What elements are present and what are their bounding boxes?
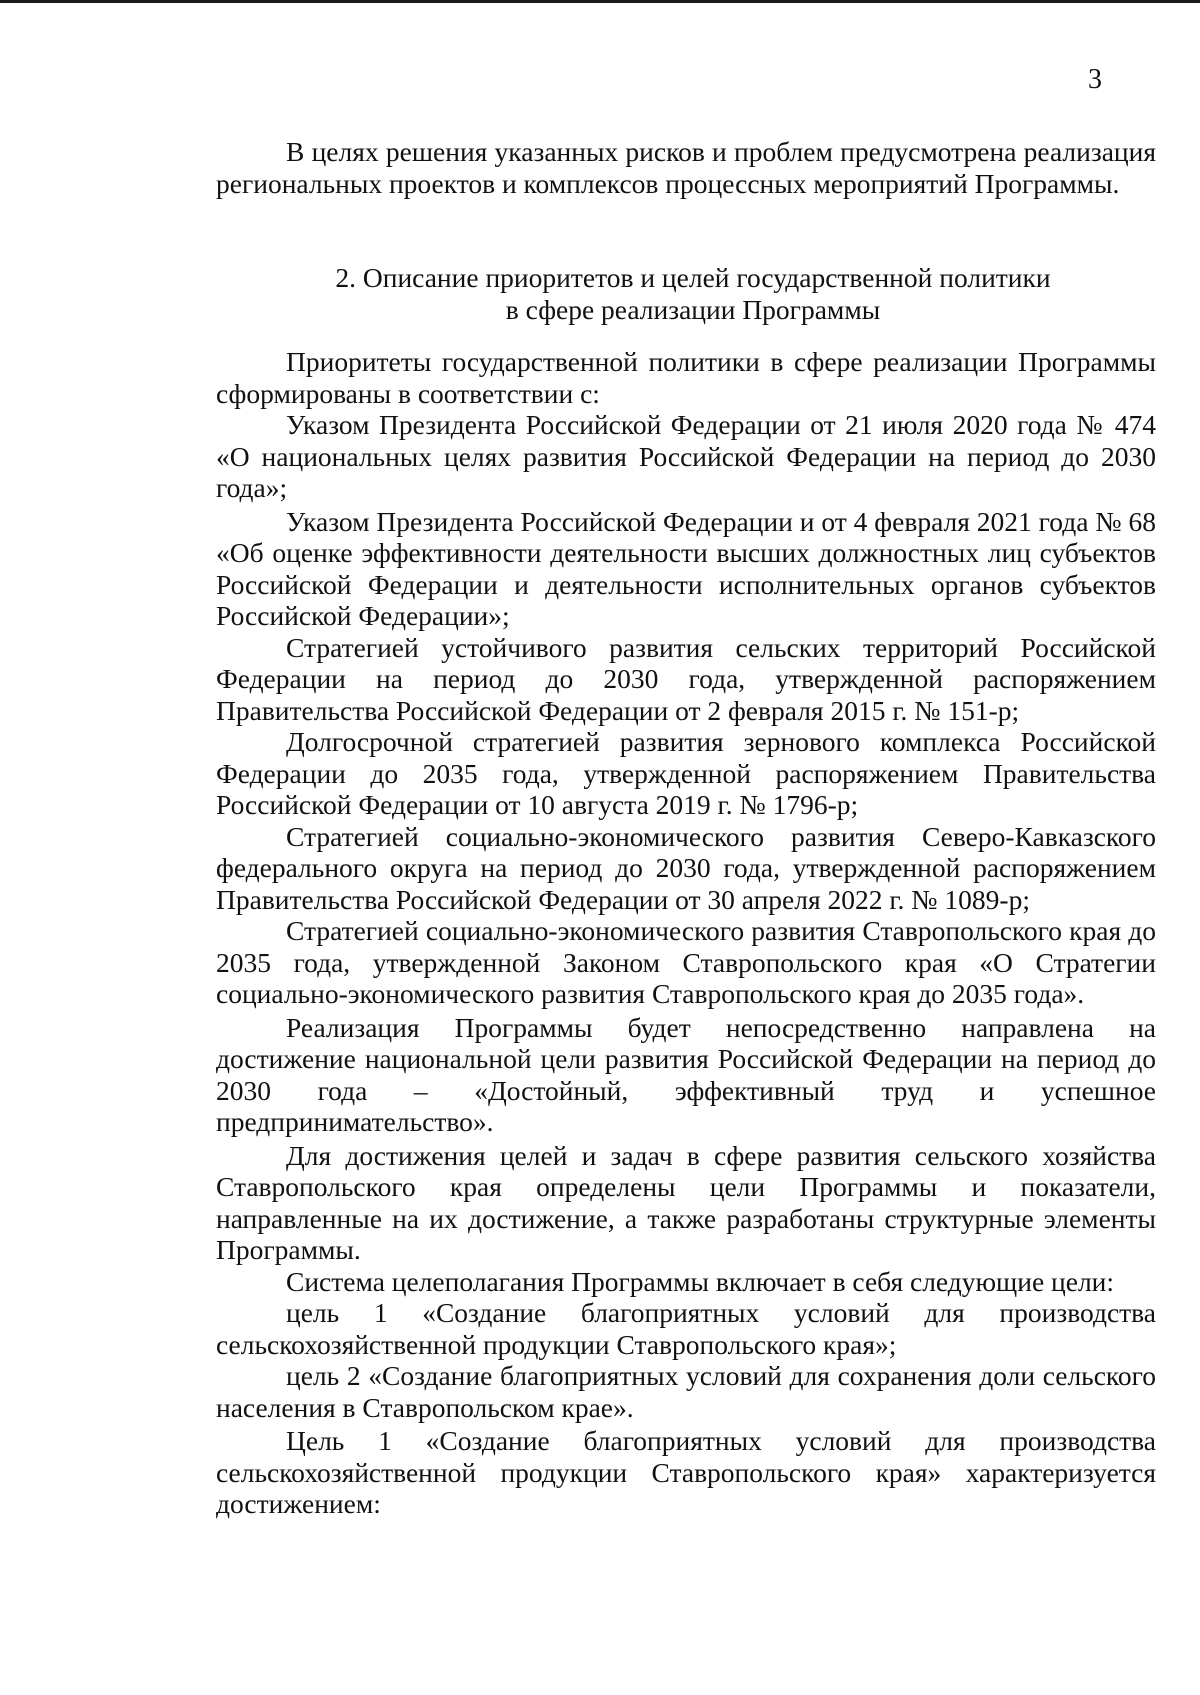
body-paragraph: Стратегией социально-экономического развития Ставропольского края до 2035 года, утвержденной Законом Ставропольского края «О Стратегии социально-экономического развития Ставропольского края до 2035 года». bbox=[216, 915, 1156, 1009]
section-heading bbox=[216, 262, 1156, 325]
body-paragraph: Приоритеты государственной политики в сфере реализации Программы сформированы в соответствии с: bbox=[216, 346, 1156, 409]
body-paragraph: Стратегией социально-экономического развития Северо-Кавказского федерального округа на период до 2030 года, утвержденной распоряжением Правительства Российской Федерации от 30 апреля 2022 г. № 1089-р; bbox=[216, 820, 1156, 915]
intro-section bbox=[216, 136, 1156, 199]
body-paragraph: Реализация Программы будет непосредственно направлена на достижение национальной цели развития Российской Федерации на период до 2030 года – «Достойный, эффективный труд и успешное предпринимательство». bbox=[216, 1011, 1156, 1137]
intro-paragraph: В целях решения указанных рисков и проблем предусмотрена реализация региональных проектов и комплексов процессных мероприятий Программы. bbox=[216, 136, 1156, 199]
body-paragraph: Указом Президента Российской Федерации от 21 июля 2020 года № 474 «О национальных целях развития Российской Федерации на период до 2030 года»; bbox=[216, 409, 1156, 503]
body-paragraph: Долгосрочной стратегией развития зернового комплекса Российской Федерации до 2035 года, утвержденной распоряжением Правительства Российской Федерации от 10 августа 2019 г. № 1796-р; bbox=[216, 726, 1156, 820]
section-heading-line-2: в сфере реализации Программы bbox=[505, 293, 881, 325]
body-paragraph: цель 2 «Создание благоприятных условий для сохранения доли сельского населения в Ставропольском крае». bbox=[216, 1360, 1156, 1423]
section-heading-line-1: 2. Описание приоритетов и целей государственной политики bbox=[335, 262, 1051, 293]
body-section bbox=[216, 346, 1156, 1520]
body-paragraph: цель 1 «Создание благоприятных условий для производства сельскохозяйственной продукции Ставропольского края»; bbox=[216, 1297, 1156, 1360]
body-paragraph: Система целеполагания Программы включает в себя следующие цели: bbox=[286, 1265, 1115, 1297]
scan-top-edge bbox=[0, 0, 1200, 3]
body-paragraph: Цель 1 «Создание благоприятных условий для производства сельскохозяйственной продукции Ставропольского края» характеризуется достижением: bbox=[216, 1425, 1156, 1519]
body-paragraph: Указом Президента Российской Федерации и от 4 февраля 2021 года № 68 «Об оценке эффективности деятельности высших должностных лиц субъектов Российской Федерации и деятельности исполнительных органов субъектов Российской Федерации»; bbox=[216, 505, 1156, 631]
page-number: 3 bbox=[1088, 64, 1102, 95]
body-paragraph: Стратегией устойчивого развития сельских территорий Российской Федерации на период до 2030 года, утвержденной распоряжением Правительства Российской Федерации от 2 февраля 2015 г. № 151-р; bbox=[216, 631, 1156, 726]
body-paragraph: Для достижения целей и задач в сфере развития сельского хозяйства Ставропольского края определены цели Программы и показатели, направленные на их достижение, а также разработаны структурные элементы Программы. bbox=[216, 1139, 1156, 1265]
